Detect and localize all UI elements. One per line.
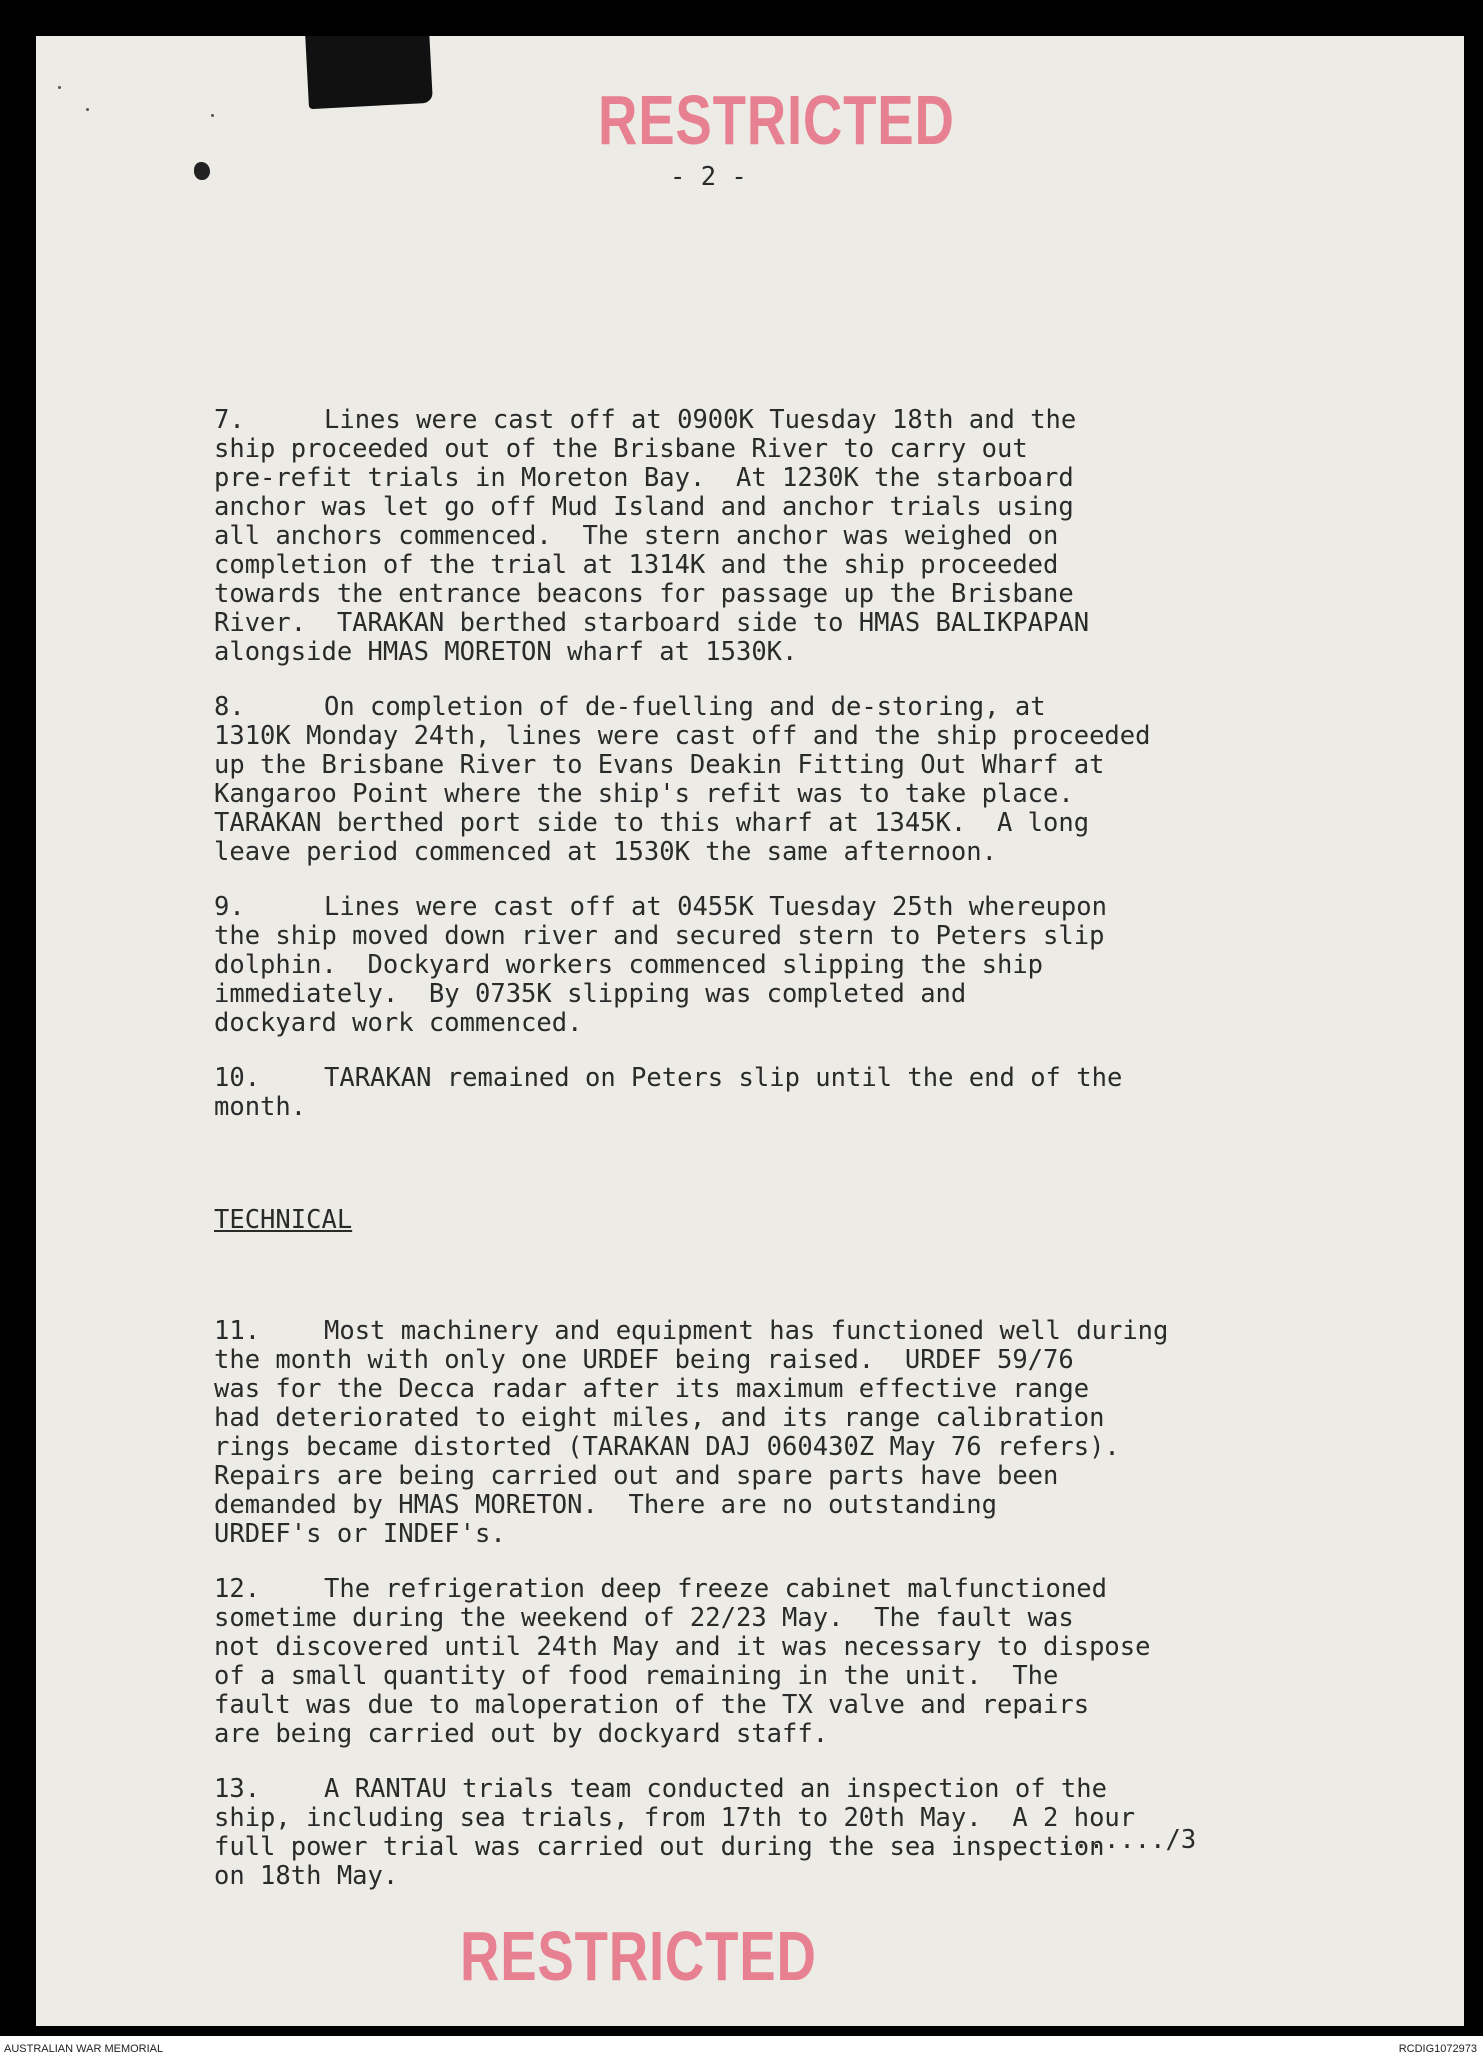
paragraph-text: Kangaroo Point where the ship's refit was to take place. (214, 779, 1074, 809)
paragraph-text: anchor was let go off Mud Island and anchor trials using (214, 492, 1074, 522)
paragraph-text: leave period commenced at 1530K the same afternoon. (214, 837, 997, 867)
numbered-paragraph (214, 1317, 1168, 1549)
paragraph-text: of a small quantity of food remaining in the unit. The (214, 1661, 1059, 1691)
page-number: - 2 - (670, 162, 747, 192)
paragraph-line (214, 1804, 1168, 1833)
paragraph-line (214, 638, 1168, 667)
punch-hole (194, 162, 210, 180)
paragraph-line (214, 893, 1168, 922)
paragraph-line (214, 1604, 1168, 1633)
paragraph-text: the ship moved down river and secured stern to Peters slip (214, 921, 1105, 951)
paper-speck (86, 108, 89, 111)
numbered-paragraph (214, 406, 1168, 667)
paragraph-text: had deteriorated to eight miles, and its range calibration (214, 1403, 1105, 1433)
paragraph-text: all anchors commenced. The stern anchor was weighed on (214, 521, 1059, 551)
paragraph-text: towards the entrance beacons for passage up the Brisbane (214, 579, 1074, 609)
paragraph-text: dockyard work commenced. (214, 1008, 583, 1038)
paragraph-line (214, 435, 1168, 464)
paragraph-number: 13. (214, 1774, 261, 1804)
paragraph-line (214, 1009, 1168, 1038)
continuation-marker: ......./3 (1058, 1825, 1197, 1855)
paper-speck (211, 114, 214, 117)
numbered-paragraph (214, 1575, 1168, 1749)
paragraph-line (214, 551, 1168, 580)
paragraph-line (214, 838, 1168, 867)
paragraph-text: URDEF's or INDEF's. (214, 1519, 506, 1549)
paragraph-text: was for the Decca radar after its maximum effective range (214, 1374, 1090, 1404)
footer-archive-name: AUSTRALIAN WAR MEMORIAL (4, 2043, 164, 2055)
paragraph-line (214, 780, 1168, 809)
paragraph-text: rings became distorted (TARAKAN DAJ 060430Z May 76 refers). (214, 1432, 1120, 1462)
paragraph-text: Most machinery and equipment has functioned well during (324, 1316, 1169, 1346)
paragraph-line (214, 1720, 1168, 1749)
paragraph-group-operations (214, 406, 1168, 1122)
paragraph-line (214, 406, 1168, 435)
numbered-paragraph (214, 1064, 1168, 1122)
paragraph-number: 12. (214, 1574, 261, 1604)
paper-speck (58, 86, 61, 89)
paragraph-text: completion of the trial at 1314K and the ship proceeded (214, 550, 1059, 580)
paragraph-line (214, 693, 1168, 722)
paragraph-line (214, 1433, 1168, 1462)
paragraph-text: immediately. By 0735K slipping was completed and (214, 979, 967, 1009)
paragraph-text: up the Brisbane River to Evans Deakin Fitting Out Wharf at (214, 750, 1105, 780)
section-heading-technical: TECHNICAL (214, 1205, 353, 1235)
numbered-paragraph (214, 1775, 1168, 1891)
paragraph-text: demanded by HMAS MORETON. There are no outstanding (214, 1490, 997, 1520)
paragraph-line (214, 522, 1168, 551)
paragraph-number: 9. (214, 892, 245, 922)
paragraph-number: 10. (214, 1063, 261, 1093)
paragraph-text: fault was due to maloperation of the TX valve and repairs (214, 1690, 1090, 1720)
paragraph-text: the month with only one URDEF being raised. URDEF 59/76 (214, 1345, 1074, 1375)
numbered-paragraph (214, 693, 1168, 867)
paragraph-text: ship, including sea trials, from 17th to 20th May. A 2 hour (214, 1803, 1136, 1833)
paragraph-text: are being carried out by dockyard staff. (214, 1719, 829, 1749)
paragraph-text: alongside HMAS MORETON wharf at 1530K. (214, 637, 798, 667)
paragraph-line (214, 1317, 1168, 1346)
paragraph-line (214, 809, 1168, 838)
paragraph-line (214, 1833, 1168, 1862)
paragraph-number: 7. (214, 405, 245, 435)
paragraph-text: not discovered until 24th May and it was necessary to dispose (214, 1632, 1151, 1662)
paragraph-line (214, 493, 1168, 522)
paragraph-text: River. TARAKAN berthed starboard side to HMAS BALIKPAPAN (214, 608, 1090, 638)
paragraph-group-technical (214, 1317, 1168, 1891)
paragraph-text: A RANTAU trials team conducted an inspection of the (324, 1774, 1107, 1804)
paragraph-line (214, 1346, 1168, 1375)
paragraph-text: month. (214, 1092, 307, 1122)
paragraph-text: TARAKAN berthed port side to this wharf at 1345K. A long (214, 808, 1090, 838)
numbered-paragraph (214, 893, 1168, 1038)
paragraph-line (214, 1662, 1168, 1691)
paragraph-line (214, 1093, 1168, 1122)
paragraph-line (214, 1520, 1168, 1549)
paragraph-line (214, 980, 1168, 1009)
paragraph-line (214, 751, 1168, 780)
restricted-stamp-bottom: RESTRICTED (460, 1917, 817, 1995)
document-body (214, 348, 1168, 1975)
paragraph-text: ship proceeded out of the Brisbane River to carry out (214, 434, 1028, 464)
paragraph-line (214, 609, 1168, 638)
paragraph-text: The refrigeration deep freeze cabinet malfunctioned (324, 1574, 1107, 1604)
paragraph-line (214, 951, 1168, 980)
paragraph-line (214, 1491, 1168, 1520)
paragraph-text: dolphin. Dockyard workers commenced slipping the ship (214, 950, 1044, 980)
paragraph-text: TARAKAN remained on Peters slip until the end of the (324, 1063, 1123, 1093)
footer-record-id: RCDIG1072973 (1398, 2043, 1477, 2055)
paragraph-text: sometime during the weekend of 22/23 May. The fault was (214, 1603, 1074, 1633)
paragraph-line (214, 1462, 1168, 1491)
paragraph-line (214, 1575, 1168, 1604)
paragraph-line (214, 1691, 1168, 1720)
paragraph-text: full power trial was carried out during the sea inspection (214, 1832, 1105, 1862)
paragraph-text: Lines were cast off at 0900K Tuesday 18th and the (324, 405, 1077, 435)
footer-bar (0, 2036, 1483, 2061)
paragraph-line (214, 1862, 1168, 1891)
paragraph-line (214, 1775, 1168, 1804)
adhesive-tape-mark (305, 36, 433, 109)
paragraph-number: 8. (214, 692, 245, 722)
paragraph-line (214, 922, 1168, 951)
restricted-stamp-top: RESTRICTED (598, 81, 955, 159)
paragraph-text: Repairs are being carried out and spare parts have been (214, 1461, 1059, 1491)
paragraph-line (214, 580, 1168, 609)
paragraph-text: Lines were cast off at 0455K Tuesday 25th whereupon (324, 892, 1107, 922)
paragraph-number: 11. (214, 1316, 261, 1346)
paragraph-line (214, 1064, 1168, 1093)
paragraph-text: On completion of de-fuelling and de-storing, at (324, 692, 1046, 722)
paragraph-line (214, 1375, 1168, 1404)
paragraph-line (214, 722, 1168, 751)
document-page (36, 36, 1464, 2026)
paragraph-text: 1310K Monday 24th, lines were cast off and the ship proceeded (214, 721, 1151, 751)
paragraph-line (214, 464, 1168, 493)
paragraph-text: pre-refit trials in Moreton Bay. At 1230K the starboard (214, 463, 1074, 493)
paragraph-line (214, 1633, 1168, 1662)
paragraph-line (214, 1404, 1168, 1433)
paragraph-text: on 18th May. (214, 1861, 399, 1891)
